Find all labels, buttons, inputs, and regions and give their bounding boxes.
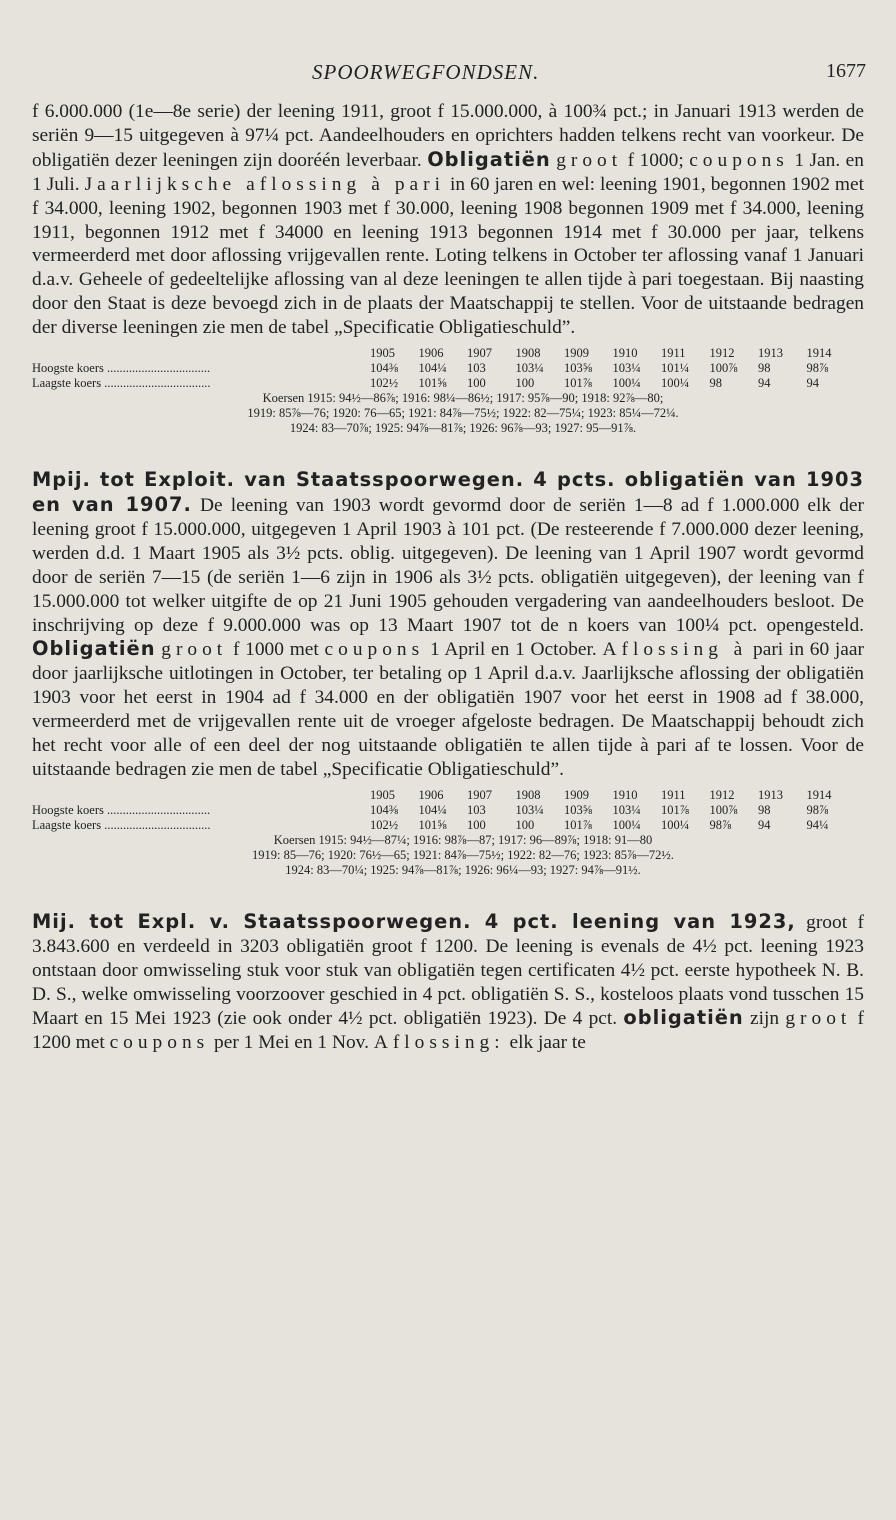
year-cell: 1910 — [612, 346, 638, 361]
text: De leening van 1903 wordt gevormd door de seriën 1—8 ad f 1.000.000 elk der leening groot f 15.000.000, uitgegeven 1 April 1903 à 101 pct. (De resteerende f 7.000.000 dezer leening, werden d.d. 1 Maart 1905 als 3½ pcts. oblig. uitgegeven). De leening van 1 April 1907 wordt gevormd door de seriën 7—15 (de seriën 1—6 zijn in 1906 als 3½ pcts. obligatiën uitgegeven), der leening van f 15.000.000 tot welker uitgifte de op 21 Juni 1905 gehouden vergadering van aandeelhouders besloot. De inschrijving op deze f 9.000.000 was op 13 Maart 1907 tot de n koers van 100¼ pct. opengesteld. — [32, 494, 864, 636]
value-cell: 100¼ — [612, 817, 641, 832]
value-cell: 101⅞ — [564, 376, 593, 391]
value-cell: 103¼ — [515, 361, 544, 376]
koersen-line: 1919: 85—76; 1920: 76½—65; 1921: 84⅞—75½; 1922: 82—76; 1923: 85⅞—72½. — [252, 847, 674, 862]
value-cell: 101⅞ — [661, 802, 690, 817]
value-cell: 103¼ — [612, 802, 641, 817]
year-cell: 1912 — [709, 787, 735, 802]
row-label: Hoogste koers ................................. — [32, 802, 211, 817]
koersen-line: Koersen 1915: 94½—86⅞; 1916: 98¼—86½; 1917: 95⅞—90; 1918: 92⅞—80; — [262, 391, 664, 406]
year-cell: 1912 — [709, 346, 735, 361]
value-cell: 98 — [709, 376, 722, 391]
year-cell: 1906 — [418, 787, 444, 802]
table-years-row — [32, 346, 864, 361]
spaced-aflossing: Aflossing: — [373, 1032, 505, 1054]
year-cell: 1907 — [467, 346, 492, 361]
year-cell: 1914 — [806, 787, 832, 802]
running-title: SPOORWEGFONDSEN. — [312, 60, 540, 84]
value-cell: 94 — [758, 376, 771, 391]
koersen-line: Koersen 1915: 94½—87¼; 1916: 98⅞—87; 1917: 96—89⅞; 1918: 91—80 — [273, 832, 653, 847]
year-cell: 1908 — [515, 346, 541, 361]
paragraph-leening-1923 — [32, 910, 864, 1055]
value-cell: 103 — [467, 361, 486, 376]
value-cell: 102½ — [370, 817, 399, 832]
paragraph-staatsspoorwegen-1903-1907 — [32, 468, 864, 782]
value-cell: 100 — [467, 376, 486, 391]
section-heading: Mpij. tot Exploit. van Staatsspoorwegen. 4 pcts. obligatiën van 1903 en van 1907. — [32, 468, 864, 516]
value-cell: 103¼ — [515, 802, 544, 817]
year-cell: 1907 — [467, 787, 492, 802]
text: in 60 jaren en wel: leening 1901, begonnen 1902 met f 34.000, leening 1902, begonnen 1903 met f 30.000, leening 1908 begonnen 1909 met f 34.000, leening 1911, begonnen 1912 met f 34000 en leening 1913 begonnen 1914 met f 30.000 per jaar, telkens vermeerderd met door aflossing vrijgevallen rente. Loting telkens in October ter aflossing vanaf 1 Januari d.a.v. Geheele of gedeeltelijke aflossing van al deze leeningen te allen tijde à pari toegestaan. Bij naasting door den Staat is deze bevoegd zich in de plaats der Maatschappij te stellen. Voor de uitstaande bedragen der diverse leeningen zie men de tabel „Specificatie Obligatieschuld”. — [32, 173, 865, 339]
value-cell: 101⅝ — [418, 817, 447, 832]
row-label: Laagste koers .................................. — [32, 817, 211, 832]
value-cell: 94¼ — [806, 817, 829, 832]
value-cell: 100¼ — [612, 376, 641, 391]
row-label: Laagste koers .................................. — [32, 376, 211, 391]
text: elk jaar te — [504, 1032, 586, 1054]
text: 1 Jan. en 1 Juli. — [32, 149, 864, 195]
year-cell: 1905 — [370, 346, 395, 361]
year-cell: 1906 — [418, 346, 444, 361]
year-cell: 1909 — [564, 346, 589, 361]
value-cell: 100¼ — [661, 817, 690, 832]
year-cell: 1909 — [564, 787, 589, 802]
koers-table-2 — [32, 788, 864, 878]
value-cell: 103¼ — [612, 361, 641, 376]
spaced-coupons: coupons — [324, 639, 425, 661]
value-cell: 94 — [806, 376, 819, 391]
koersen-line: 1924: 83—70⅞; 1925: 94⅞—81⅞; 1926: 96⅞—93; 1927: 95—91⅞. — [289, 421, 637, 436]
koers-table-1 — [32, 346, 864, 436]
table-row-laagste — [32, 376, 864, 391]
text: pari in 60 jaar door jaarlijksche uitlotingen in October, ter betaling op 1 April d.a.v. Jaarlijksche aflossing der obligatiën 1903 voor het eerst in 1904 ad f 34.000 en der obligatiën 1907 voor het eerst in 1908 ad f 38.000, vermeerderd met de vrijgevallen rente uit de vroeger afgeloste bedragen. De Maatschappij behoudt zich het recht voor alle of een deel der nog uitstaande obligatiën te allen tijde à pari af te lossen. Voor de uitstaande bedragen zie men de tabel „Specificatie Obligatieschuld”. — [32, 639, 864, 780]
table-row-laagste — [32, 818, 864, 833]
row-label: Hoogste koers ................................. — [32, 361, 211, 376]
value-cell: 100 — [467, 817, 486, 832]
value-cell: 94 — [758, 817, 771, 832]
value-cell: 98 — [758, 361, 771, 376]
section-heading: Mij. tot Expl. v. Staatsspoorwegen. 4 pct. leening van 1923, — [32, 909, 796, 933]
heading-obligatien: obligatiën — [623, 1006, 744, 1030]
spaced-aflossing: Jaarlijksche aflossing à pari — [84, 173, 445, 195]
paragraph-leening-1911 — [32, 100, 864, 340]
year-cell: 1913 — [758, 346, 783, 361]
year-cell: 1913 — [758, 787, 783, 802]
year-cell: 1911 — [661, 787, 686, 802]
text: per 1 Mei en 1 Nov. — [209, 1032, 374, 1054]
value-cell: 98⅞ — [709, 817, 732, 832]
value-cell: 104⅜ — [370, 361, 399, 376]
value-cell: 101⅝ — [418, 376, 447, 391]
koersen-line: 1919: 85⅞—76; 1920: 76—65; 1921: 84⅞—75½; 1922: 82—75¼; 1923: 85¼—72¼. — [247, 406, 679, 421]
value-cell: 101⅞ — [564, 817, 593, 832]
year-cell: 1910 — [612, 787, 638, 802]
value-cell: 98⅞ — [806, 361, 829, 376]
value-cell: 104¼ — [418, 361, 447, 376]
year-cell: 1911 — [661, 346, 686, 361]
koersen-line: 1924: 83—70¼; 1925: 94⅞—81⅞; 1926: 96¼—93; 1927: 94⅞—91½. — [285, 862, 641, 877]
text: f 1200 met — [32, 1008, 864, 1054]
page-number: 1677 — [826, 60, 866, 82]
value-cell: 103⅝ — [564, 802, 593, 817]
text: f 6.000.000 (1e—8e serie) der leening 1911, groot f 15.000.000, à 100¾ pct.; in Januari 1913 werden de seriën 9—15 uitgegeven à 97¼ pct. Aandeelhouders en oprichters hadden telkens recht van voorkeur. De obligatiën dezer leeningen zijn dooréén leverbaar. — [32, 101, 864, 171]
spaced-coupons: coupons — [689, 149, 789, 171]
value-cell: 102½ — [370, 376, 399, 391]
table-row-hoogste — [32, 361, 864, 376]
page-body — [32, 100, 864, 1055]
spaced-groot: groot — [556, 149, 623, 171]
value-cell: 103⅝ — [564, 361, 593, 376]
text: f 1000 met — [227, 639, 325, 661]
value-cell: 104⅜ — [370, 802, 399, 817]
text: 1 April en 1 October. — [424, 639, 603, 661]
value-cell: 100 — [515, 817, 535, 832]
value-cell: 98⅞ — [806, 802, 829, 817]
page-header — [0, 60, 896, 90]
heading-obligatien: Obligatiën — [32, 637, 156, 661]
spaced-groot: groot — [161, 639, 228, 661]
year-cell: 1905 — [370, 787, 395, 802]
value-cell: 104¼ — [418, 802, 447, 817]
text: f 1000; — [622, 149, 690, 171]
value-cell: 101¼ — [661, 361, 690, 376]
value-cell: 103 — [467, 802, 486, 817]
value-cell: 100¼ — [661, 376, 690, 391]
heading-obligatien: Obligatiën — [427, 147, 551, 171]
spaced-coupons: coupons — [109, 1032, 210, 1054]
table-years-row — [32, 788, 864, 803]
text: zijn — [743, 1008, 786, 1030]
value-cell: 100⅞ — [709, 802, 738, 817]
year-cell: 1908 — [515, 787, 541, 802]
table-row-hoogste — [32, 803, 864, 818]
spaced-aflossing: Aflossing à — [602, 639, 748, 661]
value-cell: 98 — [758, 802, 771, 817]
value-cell: 100⅞ — [709, 361, 738, 376]
value-cell: 100 — [515, 376, 535, 391]
text: groot f 3.843.600 en verdeeld in 3203 obligatiën groot f 1200. De leening is evenals de 4½ pct. leening 1923 ontstaan door omwisseling stuk voor stuk van obligatiën tegen certificaten 4½ pct. eerste hypotheek N. B. D. S., welke omwisseling voorzoover geschied in 4 pct. obligatiën S. S., kosteloos plaats vond tusschen 15 Maart en 15 Mei 1923 (zie ook onder 4½ pct. obligatiën 1923). De 4 pct. — [32, 911, 864, 1030]
year-cell: 1914 — [806, 346, 832, 361]
spaced-groot: groot — [785, 1008, 852, 1030]
